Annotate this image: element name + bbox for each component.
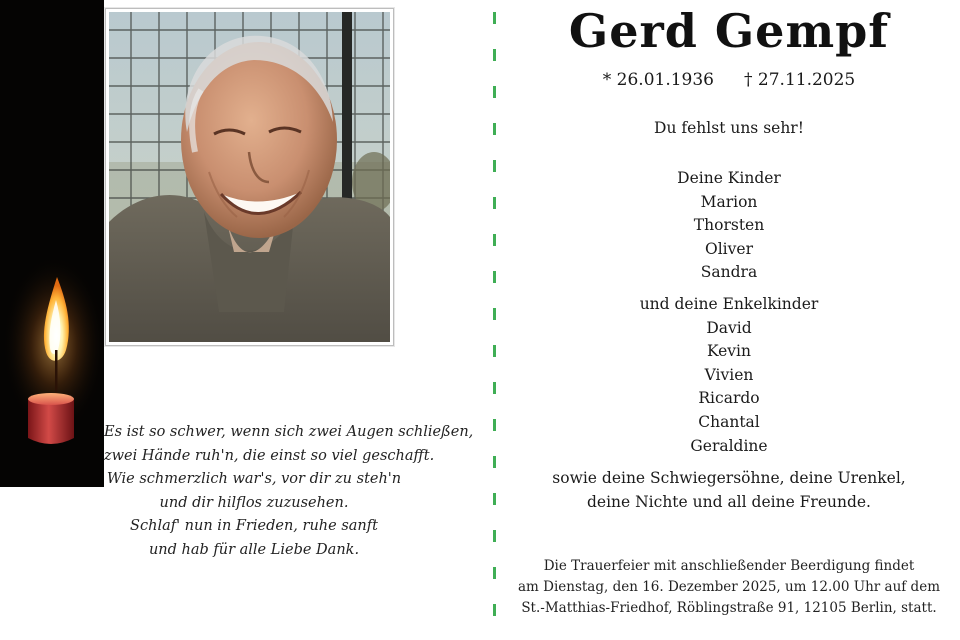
grandchild-name: Vivien (704, 365, 754, 384)
poem-line: und dir hilflos zuzusehen. (159, 494, 349, 511)
grandchild-name: David (706, 318, 752, 337)
child-name: Marion (700, 192, 758, 211)
deceased-name: Gerd Gempf (568, 4, 890, 58)
poem-line: Schlaf' nun in Frieden, ruhe sanft (130, 518, 378, 535)
poem-line: Es ist so schwer, wenn sich zwei Augen schließen, (104, 424, 474, 440)
life-dates (498, 70, 960, 90)
grandchild-name: Geraldine (690, 436, 768, 455)
portrait-photo (105, 8, 394, 346)
other-mourners-line: deine Nichte und all deine Freunde. (586, 493, 871, 511)
grandchild-name: Chantal (698, 412, 760, 431)
death-date: † 27.11.2025 (744, 70, 856, 90)
announcement-page (498, 0, 960, 640)
grandchild-name: Kevin (706, 342, 752, 361)
ceremony-info (498, 556, 960, 619)
poem-line: zwei Hände ruh'n, die einst so viel geschafft. (104, 447, 435, 464)
child-name: Sandra (700, 263, 758, 282)
grandchildren-list (498, 293, 960, 458)
ceremony-line: Die Trauerfeier mit anschließender Beerdigung findet (543, 558, 915, 574)
ceremony-line: am Dienstag, den 16. Dezember 2025, um 12.00 Uhr auf dem (517, 579, 940, 595)
poem (104, 421, 474, 563)
children-heading: Deine Kinder (677, 169, 781, 187)
ceremony-line: St.-Matthias-Friedhof, Röblingstraße 91, 12105 Berlin, statt. (521, 600, 937, 616)
candle-image (0, 0, 104, 487)
missed-line: Du fehlst uns sehr! (654, 119, 804, 137)
poem-line: Wie schmerzlich war's, vor dir zu steh'n (106, 471, 402, 488)
poem-line: und hab für alle Liebe Dank. (148, 541, 360, 558)
child-name: Thorsten (693, 216, 765, 235)
grandchildren-heading: und deine Enkelkinder (639, 295, 819, 313)
child-name: Oliver (705, 239, 753, 258)
grandchild-name: Ricardo (698, 389, 760, 408)
other-mourners (498, 466, 960, 514)
children-list (498, 167, 960, 285)
other-mourners-line: sowie deine Schwiegersöhne, deine Urenkel, (552, 469, 906, 487)
fold-line (493, 0, 496, 640)
birth-date: * 26.01.1936 (602, 70, 714, 90)
